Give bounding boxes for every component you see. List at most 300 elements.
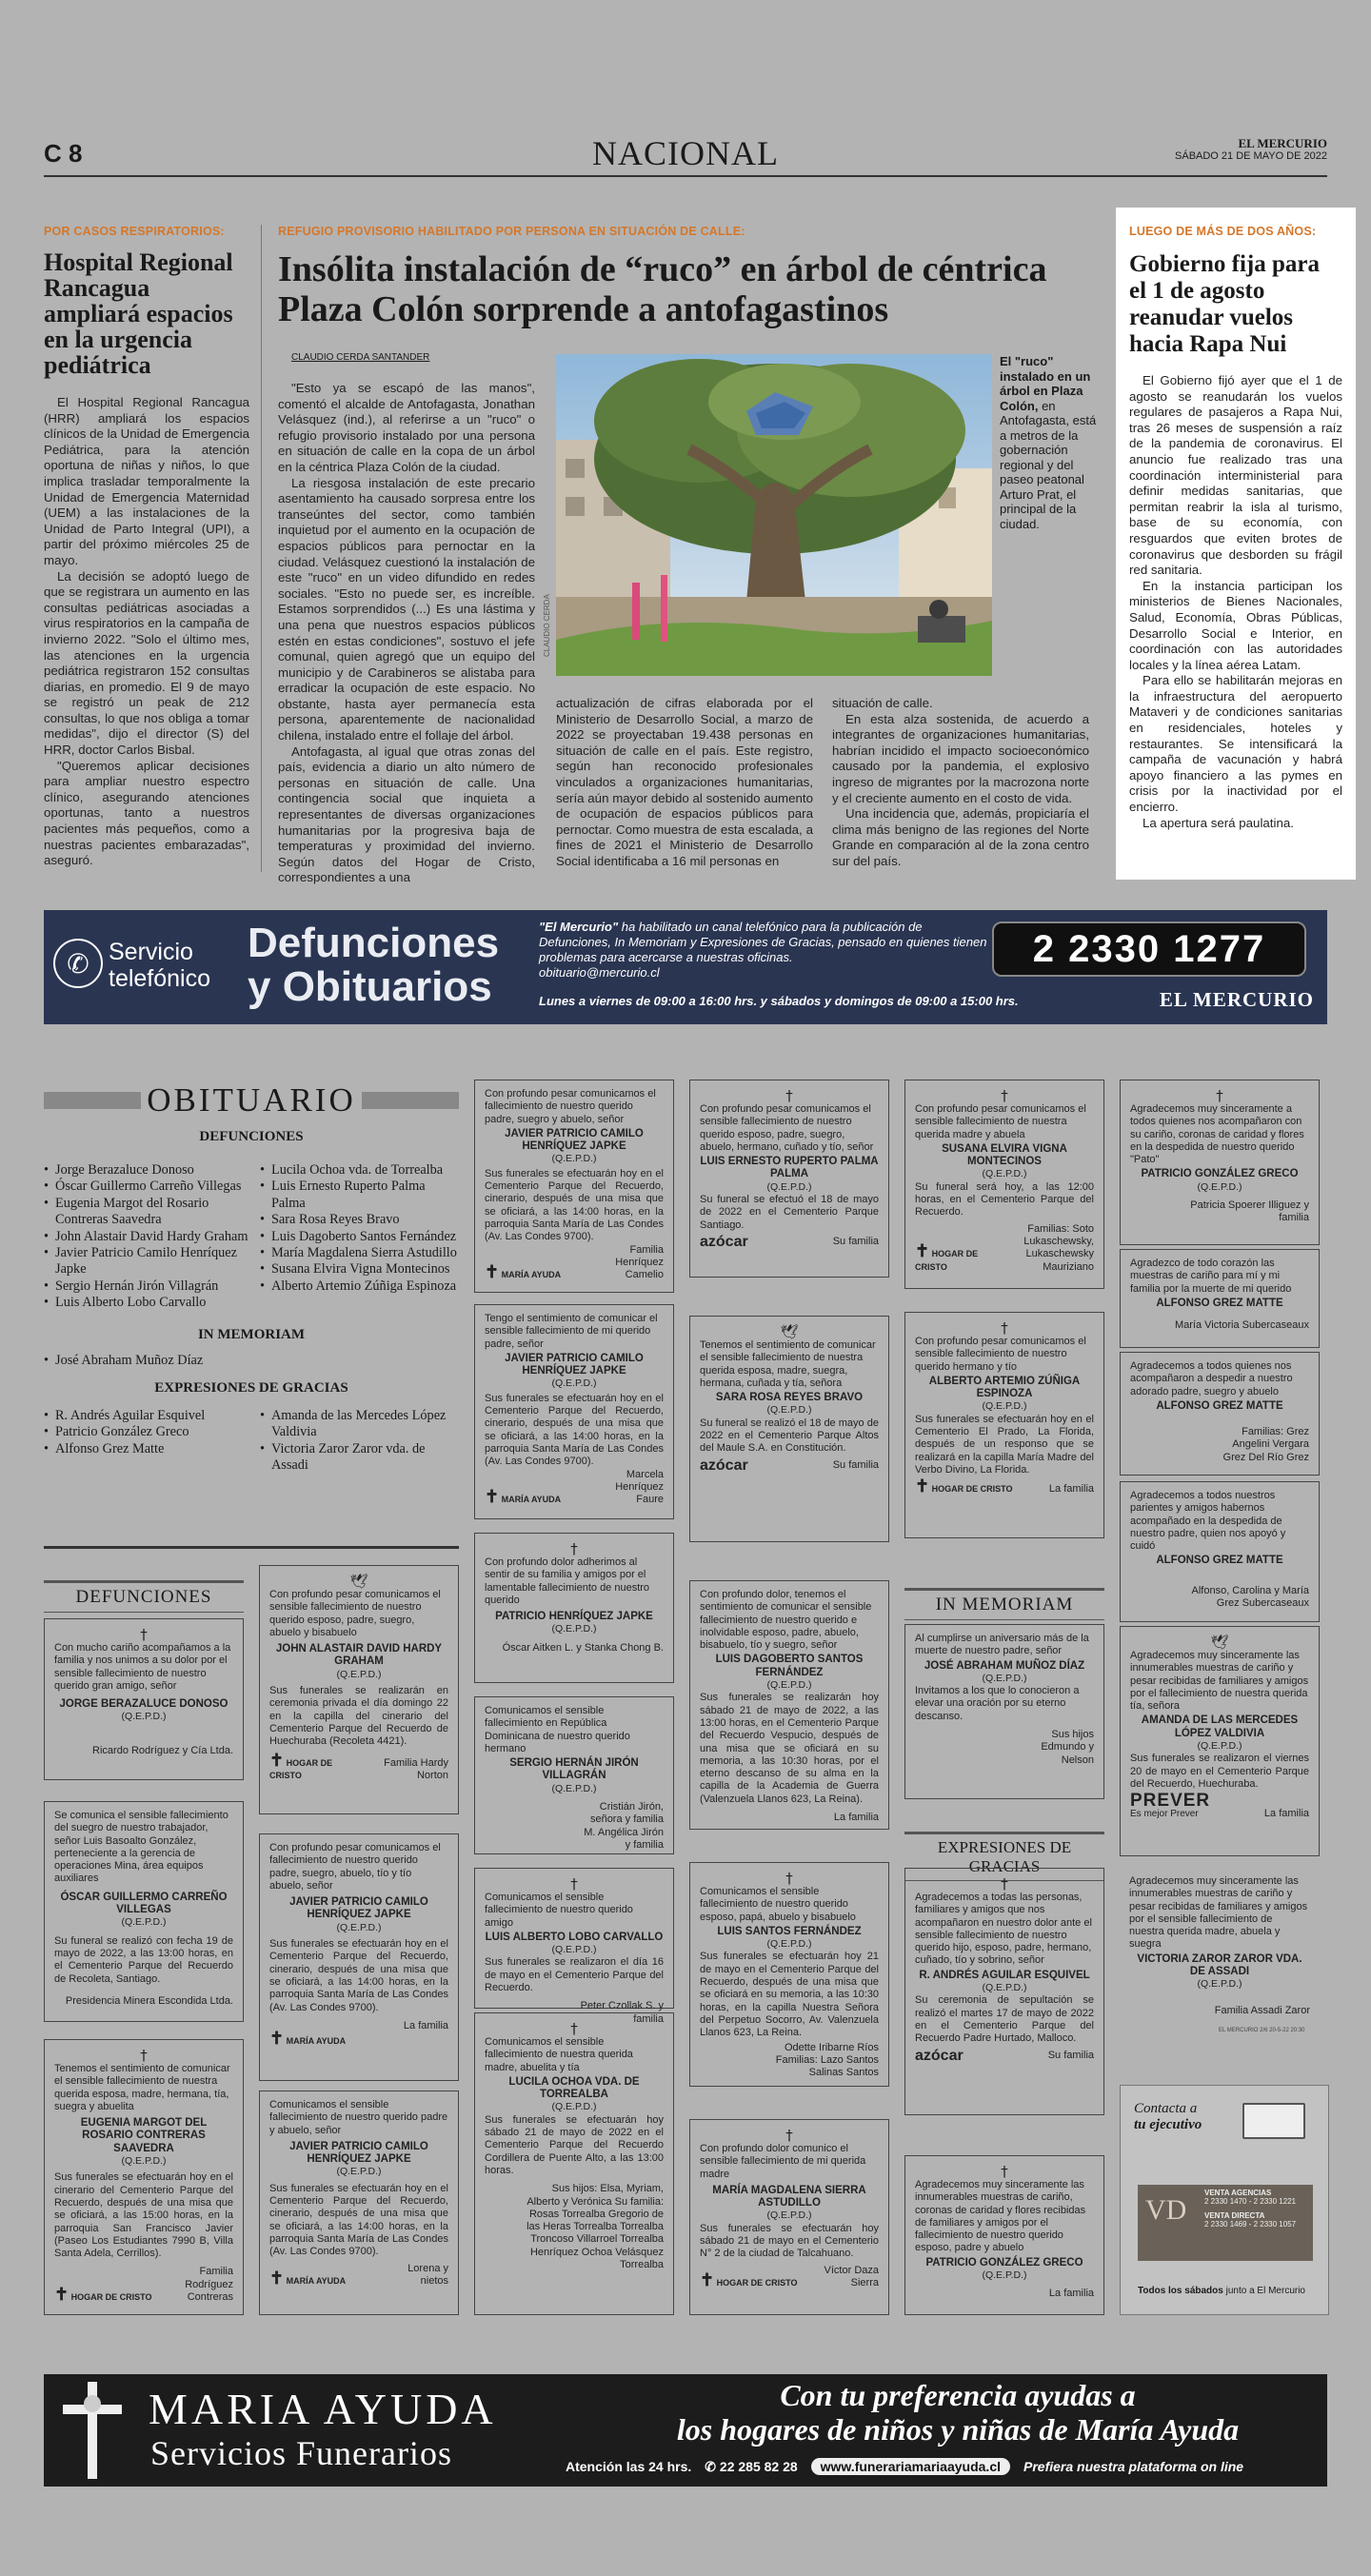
obituario-bar-left bbox=[44, 1092, 141, 1109]
main-col-2 bbox=[556, 696, 813, 870]
notice-intro: Con profundo dolor adherimos al sentir de su familia y amigos por el lamentable fallecimiento de nuestro querido bbox=[485, 1556, 650, 1606]
right-kicker: LUEGO DE MÁS DE DOS AÑOS: bbox=[1129, 225, 1317, 238]
ad-website[interactable]: www.funerariamariaayuda.cl bbox=[811, 2458, 1010, 2475]
notice-name: LUIS ALBERTO LOBO CARVALLO bbox=[485, 1931, 664, 1943]
defuncion-name: • Eugenia Margot del Rosario Contreras Saavedra bbox=[44, 1196, 252, 1229]
notice-qepd: (Q.E.P.D.) bbox=[766, 1404, 812, 1417]
cross-icon: † bbox=[785, 2127, 793, 2144]
notice-qepd: (Q.E.P.D.) bbox=[551, 1377, 597, 1390]
header-rule bbox=[44, 175, 1327, 177]
notice-detail: Sus funerales se realizaron el viernes 20 de mayo en el Cementerio Parque del Recuerdo, Huechuraba. bbox=[1130, 1753, 1309, 1790]
notice-intro: Comunicamos el sensible fallecimiento de nuestra querida madre, abuelita y tía bbox=[485, 2036, 633, 2073]
notice-signature: Familias: Soto Lukaschewsky, Lukaschewsky Mauriziano bbox=[1023, 1222, 1094, 1273]
notice-name: SARA ROSA REYES BRAVO bbox=[715, 1392, 864, 1404]
column-divider bbox=[261, 225, 262, 872]
notice-palma bbox=[689, 1080, 889, 1278]
notice-detail: Su funeral se realizó con fecha 19 de mayo de 2022, a las 13:00 horas, en el Cementerio Parque del Recuerdo de Recoleta, Santiago. bbox=[54, 1934, 233, 1985]
memoriam-name: • José Abraham Muñoz Díaz bbox=[44, 1353, 459, 1369]
service-label-1: Servicio bbox=[109, 939, 193, 965]
notice-detail: Invitamos a los que lo conocieron a elevar una oración por su eterno descanso. bbox=[915, 1685, 1080, 1722]
notice-name: JOSÉ ABRAHAM MUÑOZ DÍAZ bbox=[924, 1659, 1085, 1672]
defuncion-name: • Jorge Berazaluce Donoso bbox=[44, 1162, 252, 1179]
hogar-de-cristo-logo: ✝︎ HOGAR DE CRISTO bbox=[700, 2269, 798, 2289]
notice-intro: Con profundo dolor comunico el sensible fallecimiento de mi querida madre bbox=[700, 2143, 866, 2180]
defunciones-list-1 bbox=[44, 1162, 252, 1312]
left-body bbox=[44, 395, 249, 869]
notice-name: PATRICIO GONZÁLEZ GRECO bbox=[1141, 1168, 1299, 1180]
notice-hardy bbox=[259, 1565, 459, 1814]
defuncion-name: • Alberto Artemio Zúñiga Espinoza bbox=[260, 1278, 459, 1295]
banner-info-text: ha habilitado un canal telefónico para la publicación de Defunciones, In Memoriam y Expresiones de Gracias, pensado en quienes tienen problemas para acercarse a nuestras oficinas. bbox=[539, 920, 987, 964]
cross-icon: † bbox=[1001, 1875, 1008, 1892]
right-article bbox=[1116, 208, 1356, 880]
notice-detail: Sus funerales se efectuarán hoy en el Cementerio Parque del Recuerdo, cinerario, después de una misa que se oficiará, a las 14:00 horas, en la parroquia Santa María de Las Condes (Av. Las Condes 9700). bbox=[269, 1938, 448, 2013]
promo-line-1: Contacta a bbox=[1134, 2101, 1198, 2116]
ad-slogan-2: los hogares de niños y niñas de María Ayuda bbox=[676, 2412, 1240, 2447]
service-label-2: telefónico bbox=[109, 965, 211, 992]
cross-icon: † bbox=[785, 1870, 793, 1887]
tree-with-shelter-image bbox=[556, 354, 992, 676]
notice-henriquez-2 bbox=[259, 1833, 459, 2081]
notice-detail: Su funeral se efectuó el 18 de mayo de 2022 en el Cementerio Parque Santiago. bbox=[700, 1194, 879, 1231]
photo-caption bbox=[1000, 354, 1099, 531]
cross-icon: † bbox=[570, 1875, 578, 1892]
notice-qepd: (Q.E.P.D.) bbox=[121, 1916, 167, 1929]
notice-grez-3 bbox=[1120, 1481, 1320, 1622]
small-printer-note: EL MERCURIO 2/6 20-5-22 20:30 bbox=[1219, 2028, 1305, 2033]
caption-text: en Antofagasta, está a metros de la gobernación regional y del paseo peatonal Arturo Prat, el principal de la ciudad. bbox=[1000, 398, 1097, 531]
notice-lopez bbox=[1120, 1626, 1320, 1856]
main-headline: Insólita instalación de “ruco” en árbol de céntrica Plaza Colón sorprende a antofagastinos bbox=[278, 249, 1047, 329]
notice-detail: Sus funerales se efectuarán hoy en el Cementerio Parque del Recuerdo, cinerario, después de una misa que se oficiará, a las 14:00 horas, en la parroquia Santa María de Las Condes (Av. Las Condes 9700). bbox=[485, 1167, 664, 1243]
main-para: Antofagasta, al igual que otras zonas del país, evidencia a diario un alto número de personas en situación de calle. Una contingencia social que inquieta a representantes de diversas organizaciones humanitarias por la progresiva baja de temperaturas y proximidad del invierno. Según datos del Hogar de Cristo, correspondientes a una bbox=[278, 743, 535, 885]
defuncion-name: • Sergio Hernán Jirón Villagrán bbox=[44, 1278, 252, 1295]
notice-zaror bbox=[1120, 1868, 1320, 2024]
notice-signature: Su familia bbox=[832, 1458, 879, 1471]
ad-attention: Atención las 24 hrs. bbox=[566, 2459, 692, 2474]
notice-qepd: (Q.E.P.D.) bbox=[766, 1938, 812, 1951]
notice-detail: Su funeral será hoy, a las 12:00 horas, en el Cementerio Parque del Recuerdo. bbox=[915, 1180, 1094, 1219]
obituario-index bbox=[44, 1081, 459, 1475]
notice-intro: Agradecemos a todas las personas, familiares y amigos que nos acompañaron en nuestro dolor ante el sensible fallecimiento de nuestro querido hijo, esposo, padre, hermano, cuñado, tío y sobrino, señor bbox=[915, 1892, 1092, 1967]
notice-qepd: (Q.E.P.D.) bbox=[336, 1668, 382, 1680]
notice-gonzalez-2 bbox=[904, 2155, 1104, 2315]
notice-name: ALFONSO GREZ MATTE bbox=[1156, 1297, 1283, 1309]
notice-name: LUIS DAGOBERTO SANTOS FERNÁNDEZ bbox=[715, 1654, 864, 1678]
defunciones-list-2 bbox=[260, 1162, 459, 1312]
hogar-de-cristo-logo: ✝︎ HOGAR DE CRISTO bbox=[269, 1750, 333, 1780]
notice-qepd: (Q.E.P.D.) bbox=[766, 1679, 812, 1692]
notice-jiron bbox=[474, 1696, 674, 1854]
notice-intro: Al cumplirse un aniversario más de la muerte de nuestro padre, señor bbox=[915, 1633, 1089, 1657]
notice-name: ALFONSO GREZ MATTE bbox=[1156, 1399, 1283, 1412]
notice-qepd: (Q.E.P.D.) bbox=[551, 1623, 597, 1635]
notice-signature: Peter Czollak S. y familia bbox=[580, 2000, 664, 2025]
ad-contact-row bbox=[566, 2458, 1318, 2475]
cross-icon: † bbox=[140, 1626, 148, 1643]
plaza-photo bbox=[556, 354, 992, 676]
notice-qepd: (Q.E.P.D.) bbox=[551, 1782, 597, 1794]
gracias-head-text: EXPRESIONES DE GRACIAS bbox=[937, 1838, 1072, 1875]
notice-reyes bbox=[689, 1316, 889, 1542]
notice-intro: Con profundo pesar comunicamos el sensible fallecimiento de nuestro querido esposo, padre, suegro, abuelo y bisabuelo bbox=[269, 1589, 441, 1638]
hogar-de-cristo-logo: ✝︎ HOGAR DE CRISTO bbox=[915, 1241, 979, 1272]
defunciones-head bbox=[44, 1580, 244, 1613]
notice-signature: La familia bbox=[403, 2019, 448, 2031]
gracias-name: • Victoria Zaror Zaror vda. de Assadi bbox=[260, 1441, 459, 1475]
notice-signature: Cristián Jirón, señora y familia M. Angélica Jirón y familia bbox=[584, 1801, 664, 1851]
notice-signature: La familia bbox=[833, 1812, 879, 1824]
main-col-3 bbox=[832, 696, 1089, 870]
promo-box bbox=[1120, 2085, 1329, 2315]
notice-qepd: (Q.E.P.D.) bbox=[1197, 1740, 1242, 1753]
notice-name: ALFONSO GREZ MATTE bbox=[1156, 1555, 1283, 1567]
notice-name: LUIS ERNESTO RUPERTO PALMA PALMA bbox=[700, 1156, 879, 1180]
notice-intro: Agradecemos a todos quienes nos acompañaron a despedir a nuestro adorado padre, suegro y abuelo bbox=[1130, 1360, 1293, 1397]
notice-signature: La familia bbox=[1048, 2288, 1094, 2300]
notice-intro: Agradezco de todo corazón las muestras de cariño para mí y mi familia por la muerte de mi querido bbox=[1130, 1258, 1292, 1295]
notice-intro: Agradecemos muy sinceramente a todos quienes nos acompañaron con su cariño, coronas de caridad y flores en la despedida de nuestro querido "Pato" bbox=[1130, 1103, 1304, 1166]
defuncion-name: • Luis Dagoberto Santos Fernández bbox=[260, 1229, 459, 1245]
defuncion-name: • Sara Rosa Reyes Bravo bbox=[260, 1212, 459, 1228]
ad-brand: MARIA AYUDA bbox=[149, 2385, 497, 2433]
notice-zuniga bbox=[904, 1312, 1104, 1538]
hogar-de-cristo-logo: ✝︎ HOGAR DE CRISTO bbox=[54, 2285, 152, 2305]
cross-icon: † bbox=[1216, 1087, 1223, 1104]
banner-info-bold: "El Mercurio" bbox=[539, 920, 619, 934]
notice-henriquez-3 bbox=[259, 2091, 459, 2315]
notice-detail: Sus funerales se efectuarán hoy 21 de mayo en el Cementerio Parque del Recuerdo, después de una misa que se oficiará en su memoria, a las 10:30 horas, en la capilla Nuestra Señora del Perpetuo Socorro, Av. Valenzuela Llanos 623, La Reina. bbox=[700, 1951, 879, 2039]
notice-signature: Familias: Grez Angelini Vergara Grez Del Río Grez bbox=[1222, 1426, 1309, 1463]
notice-intro: Se comunica el sensible fallecimiento del suegro de nuestro trabajador, señor Luis Basoalto González, perteneciente a la gerencia de operaciones Mina, área equipos auxiliares bbox=[54, 1810, 228, 1885]
banner-info bbox=[539, 920, 996, 981]
notice-qepd: (Q.E.P.D.) bbox=[551, 2101, 597, 2113]
notice-berazaluce bbox=[44, 1618, 244, 1780]
notice-signature: La familia bbox=[1048, 1483, 1094, 1496]
notice-detail: Sus funerales se realizarán hoy sábado 21 de mayo de 2022, a las 13:00 horas, en el Cementerio Parque del Recuerdo Vespucio, después de una misa que se oficiará en su memoria, a las 10:30 horas, por el eterno descanso de su alma en la capilla de la Academia de Guerra (Valenzuela Llanos 623, La Reina). bbox=[700, 1692, 879, 1805]
page-number: C 8 bbox=[44, 139, 83, 168]
right-para: En la instancia participan los ministerios de Bienes Nacionales, Salud, Economía, Obras Públicas, Desarrollo Social e Interior, en coordinación con las autoridades locales y la línea aérea Latam. bbox=[1129, 578, 1342, 672]
notice-qepd: (Q.E.P.D.) bbox=[982, 1400, 1027, 1413]
prever-logo: PREVER Es mejor Prever bbox=[1130, 1791, 1211, 1819]
notice-qepd: (Q.E.P.D.) bbox=[766, 2209, 812, 2222]
notice-grez-1 bbox=[1120, 1249, 1320, 1348]
notice-signature: Víctor Daza Sierra bbox=[824, 2264, 879, 2289]
gracias-list-2 bbox=[260, 1408, 459, 1475]
notice-santos-2 bbox=[689, 1862, 889, 2087]
notice-qepd: (Q.E.P.D.) bbox=[551, 1153, 597, 1165]
laptop-icon bbox=[1242, 2103, 1305, 2139]
notice-qepd: (Q.E.P.D.) bbox=[982, 2269, 1027, 2282]
notice-signature: Familia Assadi Zaror bbox=[1214, 2004, 1310, 2016]
notice-contreras bbox=[44, 2039, 244, 2315]
maria-ayuda-logo: ✝︎ MARÍA AYUDA bbox=[485, 1487, 562, 1507]
cross-icon: † bbox=[570, 2020, 578, 2037]
sales-phone[interactable]: 2 2330 1470 - 2 2330 1221 bbox=[1204, 2197, 1297, 2206]
notice-name: JAVIER PATRICIO CAMILO HENRÍQUEZ JAPKE bbox=[505, 1352, 644, 1377]
notice-name: SERGIO HERNÁN JIRÓN VILLAGRÁN bbox=[509, 1757, 639, 1782]
notice-signature: Ricardo Rodríguez y Cía Ltda. bbox=[92, 1744, 233, 1756]
notice-detail: Sus funerales se realizarán en ceremonia privada el día domingo 22 en la capilla del cinerario del Cementerio Parque del Recuerdo de Huechuraba (Recoleta 4421). bbox=[269, 1685, 448, 1748]
notice-qepd: (Q.E.P.D.) bbox=[336, 1921, 382, 1933]
notice-qepd: (Q.E.P.D.) bbox=[121, 1711, 167, 1723]
cross-icon: † bbox=[1001, 2163, 1008, 2180]
notice-signature: Odette Iribarne Ríos Familias: Lazo Santos Salinas Santos bbox=[775, 2041, 879, 2079]
notice-signature: Su familia bbox=[1047, 2049, 1094, 2061]
promo-footer: Todos los sábados junto a El Mercurio bbox=[1138, 2286, 1305, 2296]
maria-ayuda-logo: ✝︎ MARÍA AYUDA bbox=[485, 1262, 562, 1282]
main-kicker: REFUGIO PROVISORIO HABILITADO POR PERSONA EN SITUACIÓN DE CALLE: bbox=[278, 225, 745, 238]
dove-icon: 🕊 bbox=[780, 1323, 799, 1340]
main-para: La riesgosa instalación de este precario asentamiento ha causado sorpresa entre los transeúntes del sector, como también inquietud por el aumento en la ocupación de espacios públicos para pernoctar en la ciudad. Velásquez cuestionó la instalación de este "ruco" en un video difundido en redes sociales. "Esto no puede ser, es increíble. Estamos sorprendidos (...) Es una lástima y una pena que nuestros espacios públicos estén en estas condiciones", sostuvo el jefe comunal, quien agregó que un equipo del municipio y de Carabineros se alistaba para erradicar la ocupación de este espacio. No obstante, hasta ayer permanecía esta persona, aparentemente de nacionalidad chilena, instalado entre el follaje del árbol. bbox=[278, 475, 535, 743]
defuncion-name: • María Magdalena Sierra Astudillo bbox=[260, 1245, 459, 1261]
crucifix-icon bbox=[59, 2382, 126, 2479]
cross-icon: † bbox=[570, 1540, 578, 1557]
gracias-name: • Amanda de las Mercedes López Valdivia bbox=[260, 1408, 459, 1441]
banner-brand: EL MERCURIO bbox=[1159, 988, 1314, 1011]
notice-name: ALBERTO ARTEMIO ZÚÑIGA ESPINOZA bbox=[928, 1375, 1081, 1400]
notice-intro: Con profundo pesar comunicamos el sensible fallecimiento de nuestro querido hermano y tío bbox=[915, 1336, 1086, 1373]
gracias-list-1 bbox=[44, 1408, 252, 1475]
ad-slogan-1: Con tu preferencia ayudas a bbox=[780, 2378, 1136, 2412]
banner-phone[interactable]: 2 2330 1277 bbox=[992, 921, 1306, 977]
notice-qepd: (Q.E.P.D.) bbox=[982, 1982, 1027, 1994]
notice-signature: Alfonso, Carolina y María Grez Subercaseaux bbox=[1191, 1584, 1309, 1610]
masthead-date: SÁBADO 21 DE MAYO DE 2022 bbox=[1175, 150, 1327, 162]
maria-ayuda-ad bbox=[44, 2374, 1327, 2487]
notice-henriquez-1 bbox=[474, 1080, 674, 1293]
right-para: El Gobierno fijó ayer que el 1 de agosto se reanudarán los vuelos regulares de pasajeros a Rapa Nui, tras 26 meses de suspensión a raíz de la pandemia de coronavirus. El anuncio fue realizado tras una coordinación interministerial para definir medidas sanitarias, que permitan reabrir la isla al turismo, base de su economía, con resguardos que eviten brotes de coronavirus que desborden su frágil red sanitaria. bbox=[1129, 373, 1342, 578]
right-body bbox=[1129, 373, 1342, 831]
left-headline: Hospital Regional Rancagua ampliará espacios en la urgencia pediátrica bbox=[44, 248, 233, 379]
notice-name: JOHN ALASTAIR DAVID HARDY GRAHAM bbox=[275, 1643, 443, 1668]
notice-detail: Sus funerales se efectuarán hoy sábado 21 de mayo en el Cementerio N° 2 de la ciudad de Talcahuano. bbox=[700, 2222, 879, 2260]
notice-signature: Familia Henríquez Camelio bbox=[615, 1243, 664, 1281]
notice-name: SUSANA ELVIRA VIGNA MONTECINOS bbox=[942, 1142, 1067, 1168]
gracias-name: • Patricio González Greco bbox=[44, 1424, 252, 1440]
hogar-de-cristo-logo: ✝︎ HOGAR DE CRISTO bbox=[915, 1476, 1013, 1496]
right-headline: Gobierno fija para el 1 de agosto reanudar vuelos hacia Rapa Nui bbox=[1129, 251, 1320, 357]
in-memoriam-head-text: IN MEMORIAM bbox=[935, 1595, 1074, 1615]
notice-qepd: (Q.E.P.D.) bbox=[121, 2155, 167, 2168]
right-para: La apertura será paulatina. bbox=[1142, 815, 1294, 830]
notice-detail: Sus funerales se efectuarán hoy en el Cementerio El Prado, La Florida, después de un responso que se realizará en la capilla María Madre del Verbo Divino, La Florida. bbox=[915, 1413, 1094, 1476]
masthead-name: EL MERCURIO bbox=[1238, 136, 1327, 150]
defunciones-head-text: DEFUNCIONES bbox=[75, 1587, 212, 1607]
notice-intro: Tenemos el sentimiento de comunicar el sensible fallecimiento de nuestra querida esposa, madre, hermana, tía, suegra y abuelita bbox=[54, 2063, 230, 2112]
ad-phone[interactable]: ✆ 22 285 82 28 bbox=[705, 2458, 798, 2474]
notice-aguilar bbox=[904, 1868, 1104, 2115]
notice-munoz bbox=[904, 1624, 1104, 1799]
notice-qepd: (Q.E.P.D.) bbox=[766, 1180, 812, 1193]
notice-signature: Familia Rodríguez Contreras bbox=[185, 2266, 233, 2304]
notice-intro: Con mucho cariño acompañamos a la familia y nos unimos a su dolor por el sensible fallecimiento de nuestro querido gran amigo, señor bbox=[54, 1642, 231, 1692]
banner-title-2: y Obituarios bbox=[248, 963, 492, 1010]
notice-name: JAVIER PATRICIO CAMILO HENRÍQUEZ JAPKE bbox=[505, 1127, 644, 1153]
notice-detail: Sus funerales se efectuarán hoy en el cinerario del Cementerio Parque del Recuerdo, después de una misa que se oficiará, a las 15:00 horas, en la parroquia San Francisco Javier (Paseo Los Estudiantes 7990 B, Villa Santa Adela, Cerrillos). bbox=[54, 2171, 233, 2260]
notice-intro: Agradecemos muy sinceramente las innumerables muestras de cariño y pesar recibidas de familiares y amigos por el sensible fallecimiento de nuestra querida madre, abuela y suegra bbox=[1129, 1875, 1308, 1951]
main-para: situación de calle. bbox=[832, 696, 933, 710]
notice-signature: Sus hijos Edmundo y Nelson bbox=[1041, 1729, 1094, 1766]
gracias-label: EXPRESIONES DE GRACIAS bbox=[154, 1380, 348, 1397]
defuncion-name: • John Alastair David Hardy Graham bbox=[44, 1229, 252, 1245]
notice-detail: Sus funerales se efectuarán hoy en el Cementerio Parque del Recuerdo, cinerario, después de una misa que se oficiará, a las 14:00 horas, en la parroquia Santa María de Las Condes (Av. Las Condes 9700). bbox=[269, 2182, 448, 2258]
cross-icon: † bbox=[140, 2047, 148, 2064]
right-para: Para ello se habilitarán mejoras en la infraestructura del aeropuerto Mataveri y de condiciones sanitarias en residenciales, hoteles y restaurantes. Se intensificará la campaña de vacunación y habrá apoyo financiero a las pymes en crisis por la inactividad por el encierro. bbox=[1129, 673, 1342, 815]
notice-name: ÓSCAR GUILLERMO CARREÑO VILLEGAS bbox=[60, 1891, 228, 1916]
cross-icon: † bbox=[785, 1087, 793, 1104]
notice-intro: Comunicamos el sensible fallecimiento de nuestro querido amigo bbox=[485, 1892, 633, 1929]
memoriam-label: IN MEMORIAM bbox=[197, 1326, 306, 1342]
defuncion-name: • Luis Ernesto Ruperto Palma Palma bbox=[260, 1179, 459, 1212]
main-para: Una incidencia que, además, propiciaría el clima más benigno de las regiones del Norte Grande en comparación al de la zona centro sur del país. bbox=[832, 806, 1089, 868]
notice-qepd: (Q.E.P.D.) bbox=[1197, 1180, 1242, 1193]
notice-ochoa bbox=[474, 2012, 674, 2315]
sales-label: VENTA AGENCIAS bbox=[1204, 2189, 1272, 2197]
main-para: "Esto ya se escapó de las manos", comentó el alcalde de Antofagasta, Jonathan Velásquez (ind.), al referirse a un "ruco" o refugio provisorio instalado por una persona en situación de calle en la copa de un árbol en la céntrica Plaza Colón de la ciudad. bbox=[278, 381, 535, 474]
notice-name: PATRICIO HENRÍQUEZ JAPKE bbox=[495, 1611, 653, 1623]
promo-line-2: tu ejecutivo bbox=[1134, 2117, 1202, 2132]
notice-intro: Con profundo pesar comunicamos el sensible fallecimiento de nuestro querido esposo, padre, suegro, abuelo, hermano, cuñado y tío, señor bbox=[700, 1103, 874, 1153]
cross-icon: † bbox=[1001, 1319, 1008, 1337]
notice-santos-1 bbox=[689, 1580, 889, 1830]
notice-intro: Tengo el sentimiento de comunicar el sensible fallecimiento de mi querido padre, señor bbox=[485, 1313, 658, 1350]
banner-email[interactable]: obituario@mercurio.cl bbox=[539, 965, 660, 980]
ad-preference: Prefiera nuestra plataforma on line bbox=[1023, 2459, 1244, 2474]
direct-label: VENTA DIRECTA bbox=[1204, 2211, 1265, 2220]
maria-ayuda-logo: ✝︎ MARÍA AYUDA bbox=[269, 2029, 347, 2049]
ad-brand-sub: Servicios Funerarios bbox=[150, 2434, 452, 2472]
memoriam-list bbox=[44, 1353, 459, 1369]
defunciones-label: DEFUNCIONES bbox=[199, 1129, 304, 1144]
byline: CLAUDIO CERDA SANTANDER bbox=[291, 352, 430, 363]
notice-detail: Sus funerales se realizaron el día 16 de mayo en el Cementerio Parque del Recuerdo. bbox=[485, 1956, 664, 1994]
notice-signature: Patricia Spoerer Illiguez y familia bbox=[1190, 1199, 1309, 1224]
notice-intro: Agradecemos muy sinceramente las innumerables muestras de cariño y pesar recibidas de familiares y amigos por el fallecimiento de nuestra querida tía, señora bbox=[1130, 1650, 1309, 1713]
notice-detail: Su funeral se realizó el 18 de mayo de 2022 en el Cementerio Parque Altos del Maule S.A. en Constitución. bbox=[700, 1417, 879, 1455]
notice-intro: Con profundo pesar comunicamos el fallecimiento de nuestro querido padre, suegro, abuelo, tío y tío abuelo, señor bbox=[269, 1842, 441, 1892]
notice-qepd: (Q.E.P.D.) bbox=[1197, 1978, 1242, 1991]
notice-signature: Presidencia Minera Escondida Ltda. bbox=[65, 1994, 233, 2007]
notice-gonzalez-1 bbox=[1120, 1080, 1320, 1245]
obituario-bar-right bbox=[362, 1092, 459, 1109]
gracias-name: • Alfonso Grez Matte bbox=[44, 1441, 252, 1457]
notice-qepd: (Q.E.P.D.) bbox=[982, 1168, 1027, 1180]
azocar-logo: azócar bbox=[700, 1456, 748, 1474]
notice-henriquez-4 bbox=[474, 1304, 674, 1519]
notice-signature: Óscar Aitken L. y Stanka Chong B. bbox=[502, 1641, 664, 1654]
notice-qepd: (Q.E.P.D.) bbox=[982, 1672, 1027, 1684]
cross-icon: † bbox=[1001, 1087, 1008, 1104]
notice-signature: La familia bbox=[1263, 1807, 1309, 1819]
notice-intro: Con profundo pesar comunicamos el fallecimiento de nuestro querido padre, suegro y abuelo, señor bbox=[485, 1088, 656, 1125]
banner-hours: Lunes a viernes de 09:00 a 16:00 hrs. y sábados y domingos de 09:00 a 15:00 hrs. bbox=[539, 994, 1019, 1008]
notice-signature: Familia Hardy Norton bbox=[384, 1756, 448, 1781]
notice-grez-2 bbox=[1120, 1352, 1320, 1476]
left-para: El Hospital Regional Rancagua (HRR) ampliará los espacios clínicos de la Unidad de Emergencia Pediátrica, para la atención oportuna de niñas y niños, lo que implica trasladar temporalmente la Unidad de Emergencia Maternidad (UEM) a las instalaciones de la Unidad de Parto Integral (UPI), a partir del próximo miércoles 25 de mayo. bbox=[44, 395, 249, 567]
notice-name: LUCILA OCHOA VDA. DE TORREALBA bbox=[508, 2075, 640, 2101]
notice-qepd: (Q.E.P.D.) bbox=[551, 1944, 597, 1956]
obituario-title: OBITUARIO bbox=[147, 1081, 356, 1119]
obituario-bottom-rule bbox=[44, 1546, 459, 1549]
left-para: La decisión se adoptó luego de que se registrara un aumento en las consultas pediátricas asociadas a virus respiratorios en la campaña de invierno 2022. "Solo el último mes, las atenciones en la urgencia pediátrica registraron 152 consultas diarias, en promedio. El 9 de mayo se registró un peak de 212 consultas, lo que nos obliga a tomar medidas", dijo el director (S) del HRR, doctor Carlos Bisbal. bbox=[44, 568, 249, 758]
notice-signature: María Victoria Subercaseaux bbox=[1174, 1319, 1309, 1332]
left-para: "Queremos aplicar decisiones para ampliar nuestro espectro clínico, asegurando atenciones oportunas, tanto a nuestros pacientes más pequeños, como a nuestras pacientes embarazadas", aseguró. bbox=[44, 758, 249, 868]
notice-intro: Comunicamos el sensible fallecimiento en República Dominicana de nuestro querido hermano bbox=[485, 1705, 630, 1754]
defuncion-name: • Lucila Ochoa vda. de Torrealba bbox=[260, 1162, 459, 1179]
photo-credit: CLAUDIO CERDA bbox=[543, 594, 551, 657]
main-col-1 bbox=[278, 381, 535, 886]
notice-name: R. ANDRÉS AGUILAR ESQUIVEL bbox=[919, 1969, 1090, 1981]
notice-name: JAVIER PATRICIO CAMILO HENRÍQUEZ JAPKE bbox=[289, 1896, 428, 1921]
notice-carreno bbox=[44, 1801, 244, 2022]
section-title: NACIONAL bbox=[592, 134, 779, 172]
notice-qepd: (Q.E.P.D.) bbox=[336, 2166, 382, 2178]
dove-icon: 🕊 bbox=[1210, 1634, 1229, 1651]
defuncion-name: • Óscar Guillermo Carreño Villegas bbox=[44, 1179, 252, 1195]
notice-signature: Lorena y nietos bbox=[407, 2262, 448, 2287]
notice-detail: Su ceremonia de sepultación se realizó el martes 17 de mayo de 2022 en el Cementerio Parque del Recuerdo Padre Hurtado, Malloco. bbox=[915, 1994, 1094, 2045]
obituary-service-banner bbox=[44, 910, 1327, 1024]
gracias-name: • R. Andrés Aguilar Esquivel bbox=[44, 1408, 252, 1424]
phone-icon: ✆ bbox=[705, 2458, 720, 2474]
notice-intro: Comunicamos el sensible fallecimiento de nuestro querido esposo, papá, abuelo y bisabuelo bbox=[700, 1886, 856, 1923]
notice-intro: Agradecemos a todos nuestros parientes y amigos habernos acompañado en la despedida de nuestro padre, quien nos apoyó y cuidó bbox=[1130, 1490, 1286, 1553]
notice-lobo bbox=[474, 1868, 674, 2025]
main-para: En esta alza sostenida, de acuerdo a integrantes de organizaciones humanitarias, habrían incidido el impacto socioeconómico causado por la pandemia, el explosivo ingreso de migrantes por la macrozona norte y el creciente aumento en el costo de vida. bbox=[832, 711, 1089, 805]
notice-vigna bbox=[904, 1080, 1104, 1289]
notice-henriquez-5 bbox=[474, 1533, 674, 1683]
notice-signature: Marcela Henríquez Faure bbox=[615, 1468, 664, 1506]
defuncion-name: • Luis Alberto Lobo Carvallo bbox=[44, 1295, 252, 1311]
notice-signature: Sus hijos: Elsa, Myriam, Alberto y Verónica Su familia: Rosas Torrealba Gregorio de las Heras Torrealba Torrealba Troncoso Villarroel Torrealba Henríquez Ochoa Velásquez Torrealba bbox=[527, 2183, 664, 2271]
banner-title-1: Defunciones bbox=[248, 920, 500, 966]
notice-intro: Comunicamos el sensible fallecimiento de nuestro querido padre y abuelo, señor bbox=[269, 2099, 448, 2136]
maria-ayuda-logo: ✝︎ MARÍA AYUDA bbox=[269, 2268, 347, 2288]
dove-icon: 🕊 bbox=[349, 1573, 368, 1590]
notice-name: MARÍA MAGDALENA SIERRA ASTUDILLO bbox=[712, 2184, 866, 2209]
notice-intro: Agradecemos muy sinceramente las innumerables muestras de cariño, coronas de caridad y flores recibidas de familiares y amigos por el fallecimiento de nuestro querido esposo, padre y abuelo bbox=[915, 2179, 1086, 2254]
notice-detail: Sus funerales se efectuarán hoy en el Cementerio Parque del Recuerdo, cinerario, después de una misa que se oficiará, a las 14:00 horas, en la parroquia Santa María de Las Condes (Av. Las Condes 9700). bbox=[485, 1392, 664, 1468]
notice-intro: Tenemos el sentimiento de comunicar el sensible fallecimiento de nuestra querida esposa, madre, suegra, hermana, cuñada y tía, señora bbox=[700, 1339, 876, 1389]
vd-panel bbox=[1138, 2185, 1313, 2261]
defuncion-name: • Javier Patricio Camilo Henríquez Japke bbox=[44, 1245, 252, 1278]
notice-name: EUGENIA MARGOT DEL ROSARIO CONTRERAS SAAVEDRA bbox=[80, 2117, 208, 2154]
main-para: actualización de cifras elaborada por el Ministerio de Desarrollo Social, a marzo de 2022 se proyectaban 19.438 personas en situación de calle en el país. Este registro, según han reconocido profesionales vinculados a organizaciones humanitarias, sería aún mayor debido al sostenido aumento de ocupación de espacios públicos para pernoctar. Como muestra de esta escalada, a fines de 2021 el Ministerio de Desarrollo Social identificaba a 16 mil personas en bbox=[556, 696, 813, 868]
notice-name: PATRICIO GONZÁLEZ GRECO bbox=[925, 2256, 1083, 2269]
caption-bold: El "ruco" instalado en un árbol en Plaza Colón, bbox=[1000, 354, 1091, 413]
notice-name: LUIS SANTOS FERNÁNDEZ bbox=[717, 1925, 862, 1937]
notice-name: JORGE BERAZALUCE DONOSO bbox=[59, 1698, 228, 1711]
azocar-logo: azócar bbox=[700, 1233, 748, 1250]
notice-detail: Sus funerales se efectuarán hoy sábado 21 de mayo de 2022 en el Cementerio Parque del Recuerdo Cordillera de Puente Alto, a las 13:00 horas. bbox=[485, 2113, 664, 2176]
notice-name: VICTORIA ZAROR ZAROR VDA. DE ASSADI bbox=[1137, 1952, 1302, 1978]
notice-intro: Con profundo pesar comunicamos el sensible fallecimiento de nuestra querida madre y abuela bbox=[915, 1103, 1086, 1140]
notice-sierra bbox=[689, 2119, 889, 2315]
vd-logo: VD bbox=[1145, 2194, 1187, 2226]
notice-name: AMANDA DE LAS MERCEDES LÓPEZ VALDIVIA bbox=[1141, 1714, 1299, 1739]
notice-signature: Su familia bbox=[832, 1235, 879, 1247]
in-memoriam-head bbox=[904, 1588, 1104, 1620]
phone-icon: ✆ bbox=[53, 939, 103, 988]
left-article bbox=[44, 225, 249, 869]
direct-phone[interactable]: 2 2330 1469 - 2 2330 1057 bbox=[1204, 2220, 1297, 2229]
defuncion-name: • Susana Elvira Vigna Montecinos bbox=[260, 1261, 459, 1278]
left-kicker: POR CASOS RESPIRATORIOS: bbox=[44, 225, 225, 238]
notice-intro: Con profundo dolor, tenemos el sentimiento de comunicar el sensible fallecimiento de nuestro querido e inolvidable esposo, padre, abuelo, bisabuelo, tío y suegro, señor bbox=[700, 1589, 872, 1652]
azocar-logo: azócar bbox=[915, 2047, 964, 2064]
notice-name: JAVIER PATRICIO CAMILO HENRÍQUEZ JAPKE bbox=[289, 2140, 428, 2166]
